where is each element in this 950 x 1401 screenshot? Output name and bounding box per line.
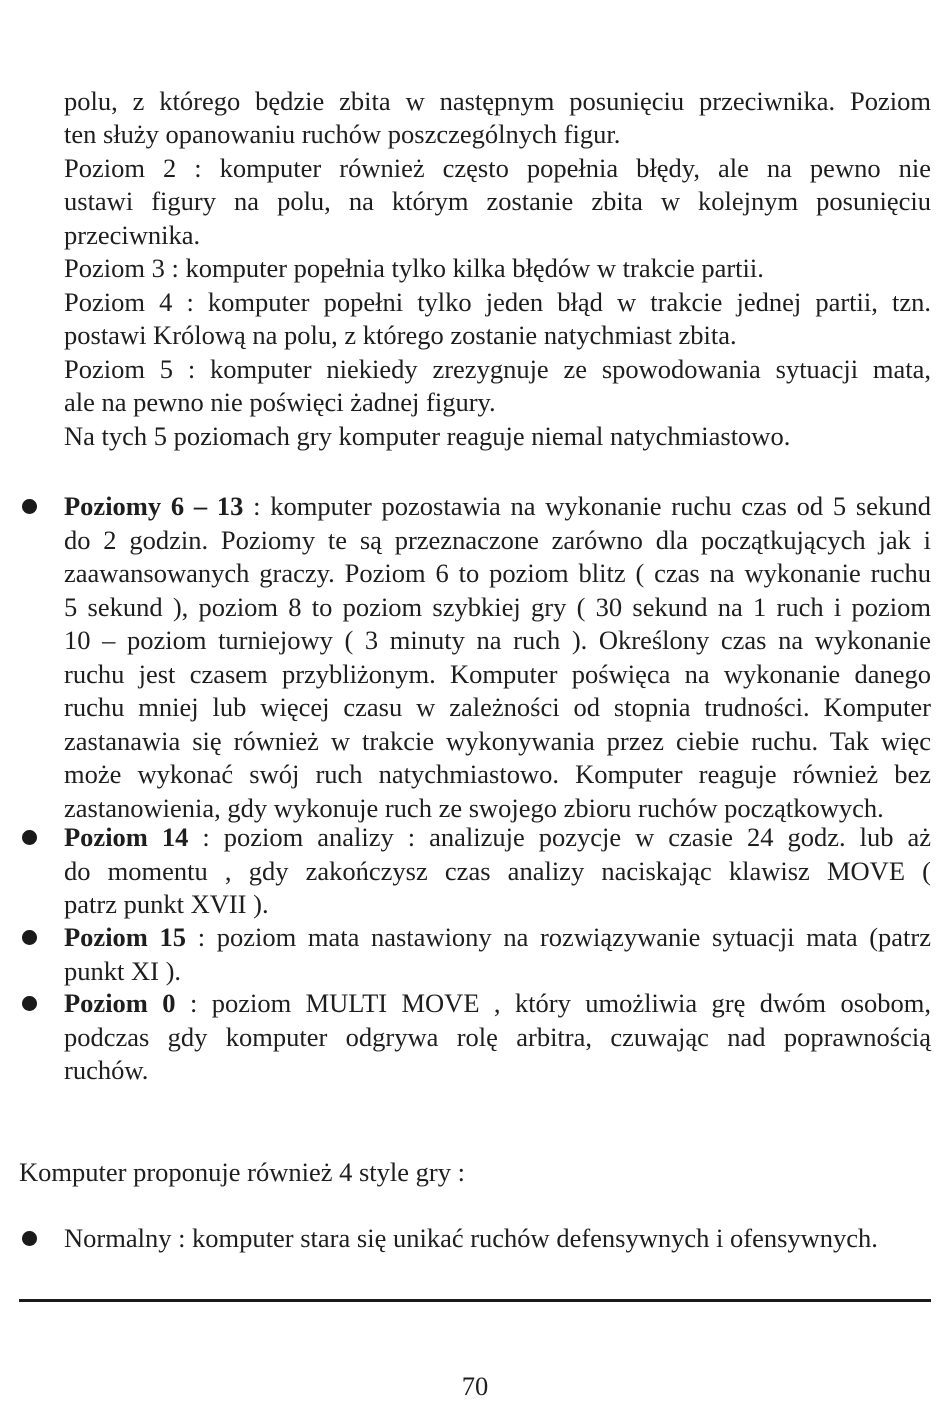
text-line: Poziom 5 : komputer niekiedy zrezygnuje ze spowodowania sytuacji mata,: [64, 353, 931, 384]
text-line: do momentu , gdy zakończysz czas analizy naciskając klawisz MOVE (: [64, 855, 931, 886]
styles-intro: Komputer proponuje również 4 style gry :: [19, 1157, 465, 1187]
bullet-icon: [22, 930, 37, 945]
text-line: Poziom 4 : komputer popełni tylko jeden błąd w trakcie jednej partii, tzn.: [64, 286, 931, 317]
text-line: 5 sekund ), poziom 8 to poziom szybkiej gry ( 30 sekund na 1 ruch i poziom: [64, 591, 931, 622]
text-line: Poziom 0 : poziom MULTI MOVE , który umożliwia grę dwóm osobom,: [64, 988, 931, 1018]
text-line: postawi Królową na polu, z którego zostanie natychmiast zbita.: [64, 320, 737, 350]
text-line: patrz punkt XVII ).: [64, 889, 269, 919]
text-line: Poziom 3 : komputer popełnia tylko kilka błędów w trakcie partii.: [64, 253, 764, 283]
text-line: podczas gdy komputer odgrywa rolę arbitra, czuwając nad poprawnością: [64, 1021, 931, 1052]
bullet-icon: [22, 996, 37, 1011]
text-line: Poziom 2 : komputer również często popełnia błędy, ale na pewno nie: [64, 152, 931, 183]
text-line: Poziom 15 : poziom mata nastawiony na rozwiązywanie sytuacji mata (patrz: [64, 922, 932, 952]
levels-1-5-paragraph: [64, 85, 931, 454]
text-line: Normalny : komputer stara się unikać ruchów defensywnych i ofensywnych.: [64, 1223, 878, 1253]
text-line: Na tych 5 poziomach gry komputer reaguje niemal natychmiastowo.: [64, 420, 791, 451]
text-line: ten służy opanowaniu ruchów poszczególnych figur.: [64, 119, 621, 149]
text-line: ale na pewno nie poświęci żadnej figury.: [64, 387, 496, 417]
footer-rule: [19, 1299, 931, 1302]
level-label: Poziom 0: [64, 988, 176, 1018]
text-line: przeciwnika.: [64, 219, 201, 250]
text-line: zaawansowanych graczy. Poziom 6 to poziom blitz ( czas na wykonanie ruchu: [64, 558, 931, 588]
bullet-icon: [22, 499, 37, 514]
text-line: Poziomy 6 – 13 : komputer pozostawia na wykonanie ruchu czas od 5 sekund: [64, 491, 931, 521]
levels-6-13-item: [64, 490, 931, 825]
text-line: do 2 godzin. Poziomy te są przeznaczone zarówno dla początkujących jak i: [64, 524, 931, 555]
text-line: Poziom 14 : poziom analizy : analizuje pozycje w czasie 24 godz. lub aż: [64, 822, 931, 852]
text-line: polu, z którego będzie zbita w następnym posunięciu przeciwnika. Poziom: [64, 85, 931, 116]
level-14-item: [64, 821, 931, 922]
level-0-item: [64, 987, 931, 1088]
page-number: 70: [461, 1371, 489, 1401]
style-normal-item: [64, 1222, 931, 1256]
text-line: punkt XI ).: [64, 955, 182, 986]
text-line: zastanawia się również w trakcie wykonywania przez ciebie ruchu. Tak więc: [64, 725, 931, 756]
text-line: może wykonać swój ruch natychmiastowo. Komputer reaguje również bez: [64, 759, 931, 789]
level-label: Poziom 14: [64, 822, 189, 852]
text-line: ustawi figury na polu, na którym zostanie zbita w kolejnym posunięciu: [64, 186, 931, 216]
text-line: ruchu jest czasem przybliżonym. Komputer poświęca na wykonanie danego: [64, 658, 931, 689]
text-line: zastanowienia, gdy wykonuje ruch ze swojego zbioru ruchów początkowych.: [64, 792, 884, 823]
bullet-icon: [22, 1231, 37, 1246]
level-label: Poziomy 6 – 13: [64, 491, 244, 521]
text-line: 10 – poziom turniejowy ( 3 minuty na ruch ). Określony czas na wykonanie: [64, 625, 931, 655]
text-line: ruchów.: [64, 1055, 149, 1085]
level-label: Poziom 15: [64, 922, 187, 952]
text-line: ruchu mniej lub więcej czasu w zależności od stopnia trudności. Komputer: [64, 692, 931, 722]
bullet-icon: [22, 830, 37, 845]
level-15-item: [64, 921, 931, 988]
